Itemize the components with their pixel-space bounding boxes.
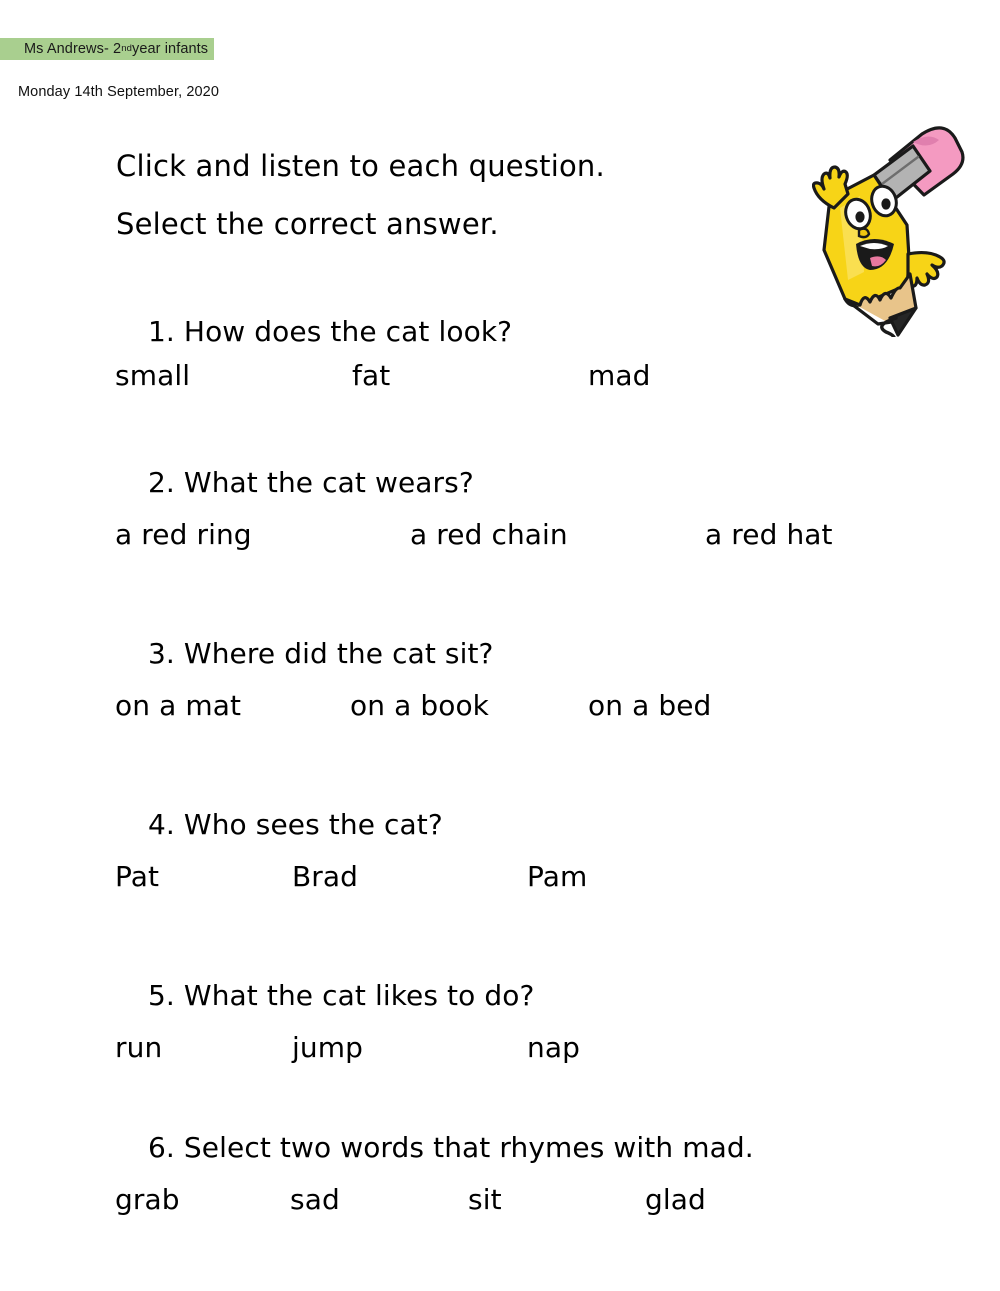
option-3-3[interactable]: on a bed [588, 689, 712, 722]
option-6-3[interactable]: sit [468, 1183, 502, 1216]
options-row-3 [0, 689, 1000, 733]
option-6-2[interactable]: sad [290, 1183, 340, 1216]
option-1-2[interactable]: fat [352, 359, 391, 392]
option-1-3[interactable]: mad [588, 359, 651, 392]
question-text-5: 5. What the cat likes to do? [148, 979, 535, 1012]
instructions-block [116, 137, 776, 253]
teacher-name-banner: Ms Andrews- 2 nd year infants [0, 38, 214, 60]
question-text-3: 3. Where did the cat sit? [148, 637, 494, 670]
options-row-2 [0, 518, 1000, 562]
option-4-1[interactable]: Pat [115, 860, 160, 893]
option-3-1[interactable]: on a mat [115, 689, 242, 722]
option-4-2[interactable]: Brad [292, 860, 359, 893]
options-row-6 [0, 1183, 1000, 1227]
option-1-1[interactable]: small [115, 359, 191, 392]
date-line: Monday 14th September, 2020 [18, 84, 220, 100]
question-text-2: 2. What the cat wears? [148, 466, 474, 499]
option-5-3[interactable]: nap [527, 1031, 580, 1064]
option-2-3[interactable]: a red hat [705, 518, 833, 551]
option-6-1[interactable]: grab [115, 1183, 180, 1216]
teacher-name-prefix: Ms Andrews- 2 [24, 41, 122, 57]
option-6-4[interactable]: glad [645, 1183, 706, 1216]
option-3-2[interactable]: on a book [350, 689, 489, 722]
option-4-3[interactable]: Pam [527, 860, 588, 893]
option-2-1[interactable]: a red ring [115, 518, 252, 551]
teacher-name-suffix: year infants [131, 41, 209, 57]
options-row-4 [0, 860, 1000, 904]
instruction-line-2: Select the correct answer. [116, 207, 499, 241]
instruction-line-1: Click and listen to each question. [116, 149, 605, 183]
question-text-6: 6. Select two words that rhymes with mad. [148, 1131, 754, 1164]
option-2-2[interactable]: a red chain [410, 518, 568, 551]
question-text-4: 4. Who sees the cat? [148, 808, 443, 841]
option-5-1[interactable]: run [115, 1031, 163, 1064]
options-row-1 [0, 359, 1000, 403]
option-5-2[interactable]: jump [292, 1031, 363, 1064]
options-row-5 [0, 1031, 1000, 1075]
pencil-mascot [812, 122, 992, 337]
question-text-1: 1. How does the cat look? [148, 315, 513, 348]
